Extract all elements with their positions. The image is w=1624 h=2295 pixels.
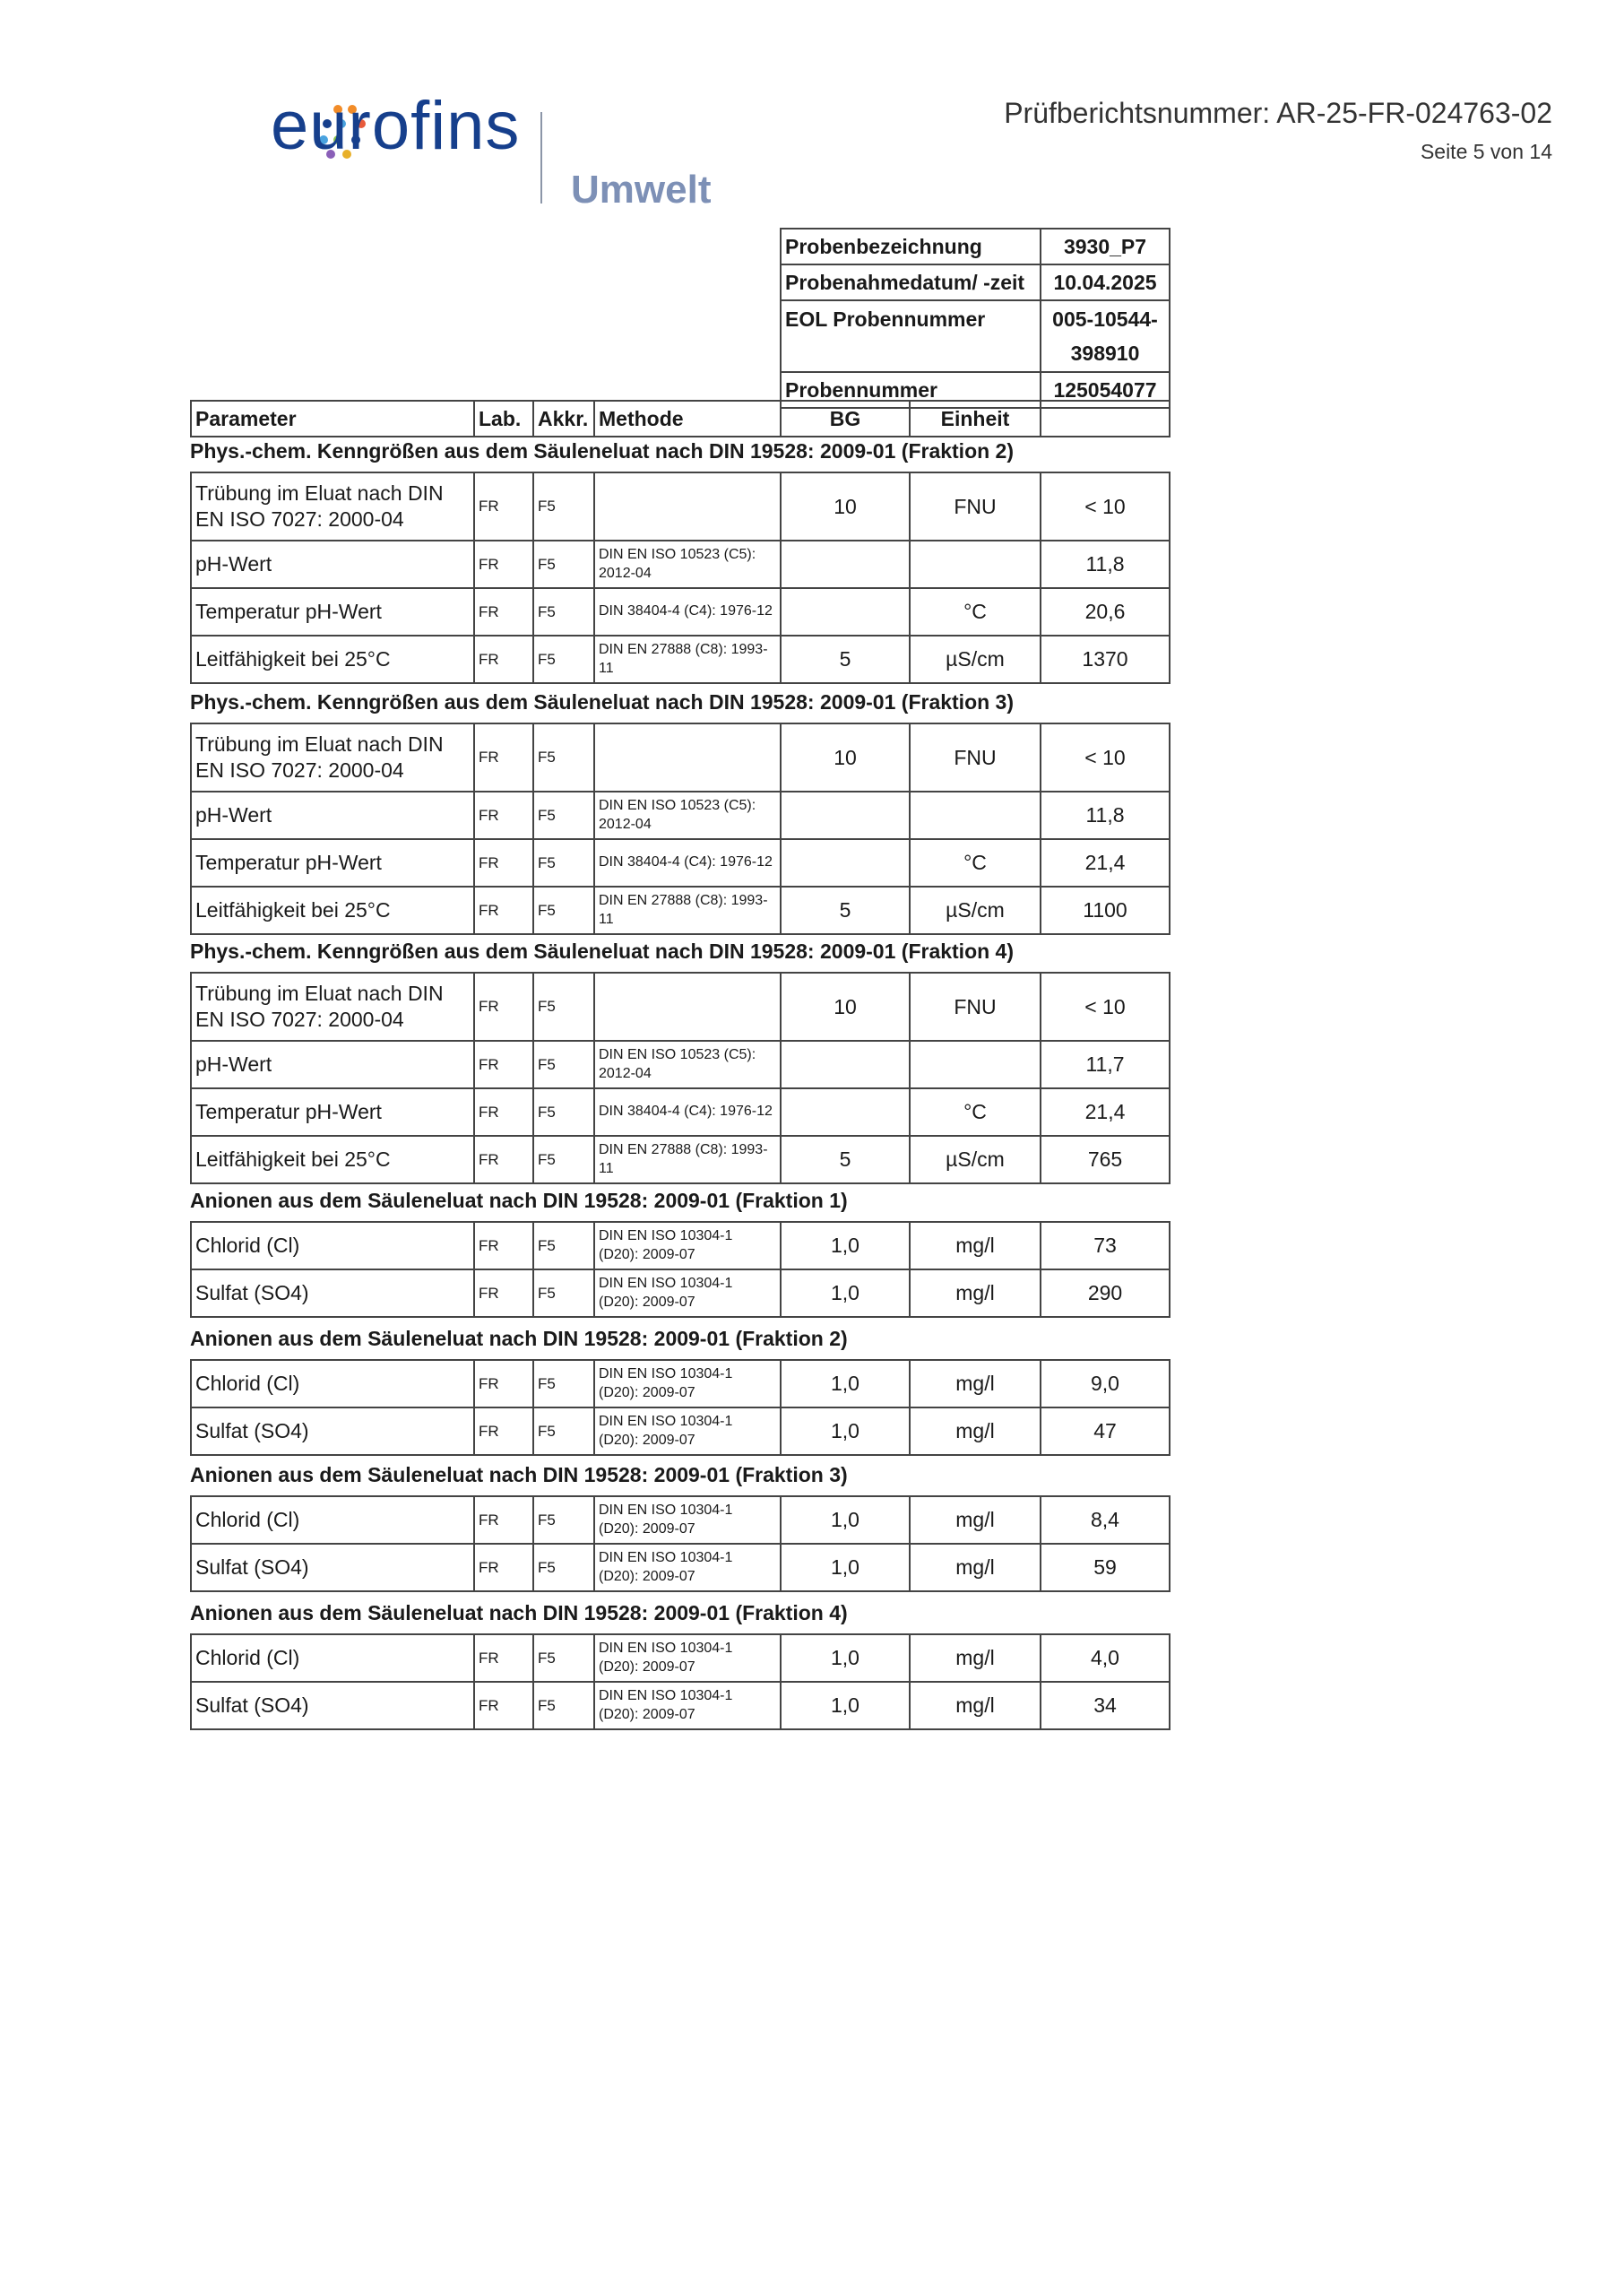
cell-value: 21,4 — [1041, 839, 1170, 887]
cell-parameter: Leitfähigkeit bei 25°C — [191, 887, 474, 934]
page-number: Seite 5 von 14 — [1420, 140, 1552, 163]
section-title: Anionen aus dem Säuleneluat nach DIN 19528: 2009-01 (Fraktion 3) — [190, 1463, 848, 1486]
cell-lab: FR — [474, 1269, 533, 1317]
cell-einheit: µS/cm — [910, 636, 1041, 683]
cell-value: 1100 — [1041, 887, 1170, 934]
cell-bg: 10 — [781, 723, 910, 792]
cell-bg — [781, 588, 910, 636]
sample-info-label: EOL Probennummer — [781, 300, 1041, 372]
cell-lab: FR — [474, 1407, 533, 1455]
cell-einheit: °C — [910, 839, 1041, 887]
cell-value: 11,8 — [1041, 541, 1170, 588]
cell-methode: DIN EN ISO 10304-1 (D20): 2009-07 — [594, 1269, 781, 1317]
cell-bg — [781, 839, 910, 887]
cell-value: 290 — [1041, 1269, 1170, 1317]
cell-lab: FR — [474, 887, 533, 934]
cell-parameter: pH-Wert — [191, 541, 474, 588]
cell-methode — [594, 973, 781, 1041]
table-row — [191, 1496, 1170, 1544]
results-table — [190, 1359, 1170, 1456]
cell-lab: FR — [474, 1682, 533, 1729]
cell-akkr: F5 — [533, 588, 594, 636]
cell-akkr: F5 — [533, 973, 594, 1041]
cell-value: 59 — [1041, 1544, 1170, 1591]
cell-lab: FR — [474, 839, 533, 887]
table-row — [191, 1222, 1170, 1269]
cell-akkr: F5 — [533, 887, 594, 934]
cell-bg: 5 — [781, 636, 910, 683]
cell-value: 73 — [1041, 1222, 1170, 1269]
section-title: Phys.-chem. Kenngrößen aus dem Säuleneluat nach DIN 19528: 2009-01 (Fraktion 4) — [190, 940, 1015, 963]
table-row — [191, 723, 1170, 792]
cell-bg: 1,0 — [781, 1544, 910, 1591]
cell-value: 20,6 — [1041, 588, 1170, 636]
table-row — [191, 1041, 1170, 1088]
cell-methode: DIN EN ISO 10523 (C5): 2012-04 — [594, 792, 781, 839]
section-title: Anionen aus dem Säuleneluat nach DIN 19528: 2009-01 (Fraktion 1) — [190, 1189, 848, 1212]
cell-einheit: FNU — [910, 723, 1041, 792]
column-header-table — [190, 400, 1170, 437]
cell-lab: FR — [474, 1041, 533, 1088]
cell-einheit: mg/l — [910, 1496, 1041, 1544]
cell-bg — [781, 1041, 910, 1088]
sample-info-value: 005-10544-398910 — [1041, 300, 1170, 372]
cell-methode: DIN EN 27888 (C8): 1993-11 — [594, 1136, 781, 1183]
section-title: Phys.-chem. Kenngrößen aus dem Säuleneluat nach DIN 19528: 2009-01 (Fraktion 3) — [190, 690, 1015, 714]
cell-value: 1370 — [1041, 636, 1170, 683]
cell-methode: DIN EN ISO 10523 (C5): 2012-04 — [594, 1041, 781, 1088]
cell-akkr: F5 — [533, 541, 594, 588]
cell-value: 9,0 — [1041, 1360, 1170, 1407]
cell-parameter: Chlorid (Cl) — [191, 1222, 474, 1269]
results-table — [190, 723, 1170, 935]
table-row — [191, 1136, 1170, 1183]
results-table — [190, 1633, 1170, 1730]
cell-lab: FR — [474, 792, 533, 839]
cell-lab: FR — [474, 1634, 533, 1682]
table-row — [191, 973, 1170, 1041]
cell-methode: DIN EN ISO 10304-1 (D20): 2009-07 — [594, 1222, 781, 1269]
table-row — [191, 1634, 1170, 1682]
cell-parameter: Sulfat (SO4) — [191, 1407, 474, 1455]
cell-parameter: Trübung im Eluat nach DIN EN ISO 7027: 2000-04 — [191, 472, 474, 541]
cell-bg — [781, 792, 910, 839]
cell-methode: DIN EN ISO 10304-1 (D20): 2009-07 — [594, 1407, 781, 1455]
cell-lab: FR — [474, 1544, 533, 1591]
cell-methode: DIN EN ISO 10304-1 (D20): 2009-07 — [594, 1360, 781, 1407]
cell-methode: DIN EN ISO 10523 (C5): 2012-04 — [594, 541, 781, 588]
sample-info-row — [781, 300, 1170, 372]
cell-einheit: mg/l — [910, 1544, 1041, 1591]
cell-akkr: F5 — [533, 1136, 594, 1183]
table-row — [191, 588, 1170, 636]
table-row — [191, 887, 1170, 934]
cell-value: 34 — [1041, 1682, 1170, 1729]
cell-value: 4,0 — [1041, 1634, 1170, 1682]
cell-methode — [594, 472, 781, 541]
cell-einheit: mg/l — [910, 1360, 1041, 1407]
table-row — [191, 792, 1170, 839]
cell-lab: FR — [474, 1360, 533, 1407]
cell-einheit: µS/cm — [910, 1136, 1041, 1183]
cell-parameter: Sulfat (SO4) — [191, 1544, 474, 1591]
cell-einheit: mg/l — [910, 1634, 1041, 1682]
cell-value: 11,7 — [1041, 1041, 1170, 1088]
section-title: Phys.-chem. Kenngrößen aus dem Säuleneluat nach DIN 19528: 2009-01 (Fraktion 2) — [190, 439, 1015, 463]
cell-parameter: pH-Wert — [191, 1041, 474, 1088]
cell-value: 21,4 — [1041, 1088, 1170, 1136]
cell-einheit: mg/l — [910, 1682, 1041, 1729]
brand-name: eurofins — [271, 88, 521, 164]
cell-parameter: Sulfat (SO4) — [191, 1269, 474, 1317]
cell-methode: DIN 38404-4 (C4): 1976-12 — [594, 1088, 781, 1136]
cell-parameter: Chlorid (Cl) — [191, 1634, 474, 1682]
cell-parameter: Sulfat (SO4) — [191, 1682, 474, 1729]
cell-value: 11,8 — [1041, 792, 1170, 839]
cell-akkr: F5 — [533, 723, 594, 792]
cell-lab: FR — [474, 588, 533, 636]
cell-akkr: F5 — [533, 1682, 594, 1729]
cell-akkr: F5 — [533, 1360, 594, 1407]
cell-einheit: FNU — [910, 472, 1041, 541]
cell-bg — [781, 1088, 910, 1136]
cell-methode: DIN EN ISO 10304-1 (D20): 2009-07 — [594, 1496, 781, 1544]
cell-value: 8,4 — [1041, 1496, 1170, 1544]
cell-bg: 1,0 — [781, 1269, 910, 1317]
cell-methode: DIN 38404-4 (C4): 1976-12 — [594, 839, 781, 887]
cell-parameter: Temperatur pH-Wert — [191, 839, 474, 887]
cell-akkr: F5 — [533, 472, 594, 541]
cell-bg: 5 — [781, 887, 910, 934]
cell-akkr: F5 — [533, 1634, 594, 1682]
cell-methode: DIN 38404-4 (C4): 1976-12 — [594, 588, 781, 636]
cell-lab: FR — [474, 541, 533, 588]
cell-methode: DIN EN 27888 (C8): 1993-11 — [594, 887, 781, 934]
cell-einheit: µS/cm — [910, 887, 1041, 934]
col-value — [1041, 401, 1170, 437]
table-row — [191, 1269, 1170, 1317]
cell-akkr: F5 — [533, 1407, 594, 1455]
cell-akkr: F5 — [533, 1088, 594, 1136]
cell-parameter: pH-Wert — [191, 792, 474, 839]
cell-bg: 10 — [781, 472, 910, 541]
cell-methode: DIN EN ISO 10304-1 (D20): 2009-07 — [594, 1682, 781, 1729]
cell-akkr: F5 — [533, 839, 594, 887]
results-table — [190, 1495, 1170, 1592]
cell-lab: FR — [474, 472, 533, 541]
cell-akkr: F5 — [533, 1041, 594, 1088]
cell-parameter: Temperatur pH-Wert — [191, 1088, 474, 1136]
report-number: Prüfberichtsnummer: AR-25-FR-024763-02 — [1004, 97, 1552, 129]
cell-akkr: F5 — [533, 1544, 594, 1591]
col-akkr: Akkr. — [533, 401, 594, 437]
cell-einheit: mg/l — [910, 1407, 1041, 1455]
column-header-row — [191, 401, 1170, 437]
cell-akkr: F5 — [533, 1496, 594, 1544]
col-einheit: Einheit — [910, 401, 1041, 437]
cell-parameter: Leitfähigkeit bei 25°C — [191, 636, 474, 683]
sample-info-value: 3930_P7 — [1041, 229, 1170, 264]
cell-methode: DIN EN 27888 (C8): 1993-11 — [594, 636, 781, 683]
col-bg: BG — [781, 401, 910, 437]
cell-parameter: Chlorid (Cl) — [191, 1496, 474, 1544]
cell-einheit: mg/l — [910, 1269, 1041, 1317]
sample-info-label: Probenbezeichnung — [781, 229, 1041, 264]
cell-lab: FR — [474, 973, 533, 1041]
col-parameter: Parameter — [191, 401, 474, 437]
cell-bg: 1,0 — [781, 1496, 910, 1544]
sample-info-row — [781, 229, 1170, 264]
cell-akkr: F5 — [533, 792, 594, 839]
section-title: Anionen aus dem Säuleneluat nach DIN 19528: 2009-01 (Fraktion 4) — [190, 1601, 848, 1624]
cell-lab: FR — [474, 636, 533, 683]
col-methode: Methode — [594, 401, 781, 437]
cell-methode: DIN EN ISO 10304-1 (D20): 2009-07 — [594, 1544, 781, 1591]
sample-info-table — [780, 228, 1170, 409]
cell-parameter: Chlorid (Cl) — [191, 1360, 474, 1407]
cell-lab: FR — [474, 1496, 533, 1544]
cell-lab: FR — [474, 1088, 533, 1136]
cell-einheit: mg/l — [910, 1222, 1041, 1269]
table-row — [191, 1088, 1170, 1136]
section-title: Anionen aus dem Säuleneluat nach DIN 19528: 2009-01 (Fraktion 2) — [190, 1327, 848, 1350]
cell-value: < 10 — [1041, 723, 1170, 792]
table-row — [191, 472, 1170, 541]
cell-bg: 1,0 — [781, 1634, 910, 1682]
cell-lab: FR — [474, 1136, 533, 1183]
cell-value: 47 — [1041, 1407, 1170, 1455]
cell-parameter: Trübung im Eluat nach DIN EN ISO 7027: 2000-04 — [191, 973, 474, 1041]
sample-info-label: Probenahmedatum/ -zeit — [781, 264, 1041, 300]
cell-parameter: Temperatur pH-Wert — [191, 588, 474, 636]
logo-divider — [540, 112, 542, 204]
cell-bg: 10 — [781, 973, 910, 1041]
cell-einheit — [910, 792, 1041, 839]
cell-einheit — [910, 541, 1041, 588]
cell-akkr: F5 — [533, 1269, 594, 1317]
table-row — [191, 1544, 1170, 1591]
sample-info-row — [781, 264, 1170, 300]
cell-methode: DIN EN ISO 10304-1 (D20): 2009-07 — [594, 1634, 781, 1682]
cell-parameter: Leitfähigkeit bei 25°C — [191, 1136, 474, 1183]
table-row — [191, 1360, 1170, 1407]
results-table — [190, 972, 1170, 1184]
sample-info-label: Probennummer — [781, 372, 1041, 408]
col-lab: Lab. — [474, 401, 533, 437]
cell-einheit: °C — [910, 588, 1041, 636]
cell-einheit: °C — [910, 1088, 1041, 1136]
table-row — [191, 839, 1170, 887]
results-table — [190, 472, 1170, 684]
cell-value: 765 — [1041, 1136, 1170, 1183]
table-row — [191, 1407, 1170, 1455]
cell-bg: 1,0 — [781, 1407, 910, 1455]
cell-value: < 10 — [1041, 472, 1170, 541]
results-table — [190, 1221, 1170, 1318]
cell-lab: FR — [474, 723, 533, 792]
cell-akkr: F5 — [533, 1222, 594, 1269]
cell-bg — [781, 541, 910, 588]
table-row — [191, 541, 1170, 588]
table-row — [191, 636, 1170, 683]
cell-value: < 10 — [1041, 973, 1170, 1041]
cell-einheit: FNU — [910, 973, 1041, 1041]
cell-bg: 5 — [781, 1136, 910, 1183]
table-row — [191, 1682, 1170, 1729]
sample-info-value: 10.04.2025 — [1041, 264, 1170, 300]
division-name: Umwelt — [571, 168, 712, 212]
cell-parameter: Trübung im Eluat nach DIN EN ISO 7027: 2000-04 — [191, 723, 474, 792]
cell-akkr: F5 — [533, 636, 594, 683]
cell-bg: 1,0 — [781, 1682, 910, 1729]
cell-bg: 1,0 — [781, 1360, 910, 1407]
cell-einheit — [910, 1041, 1041, 1088]
sample-info-value: 125054077 — [1041, 372, 1170, 408]
cell-bg: 1,0 — [781, 1222, 910, 1269]
cell-methode — [594, 723, 781, 792]
cell-lab: FR — [474, 1222, 533, 1269]
